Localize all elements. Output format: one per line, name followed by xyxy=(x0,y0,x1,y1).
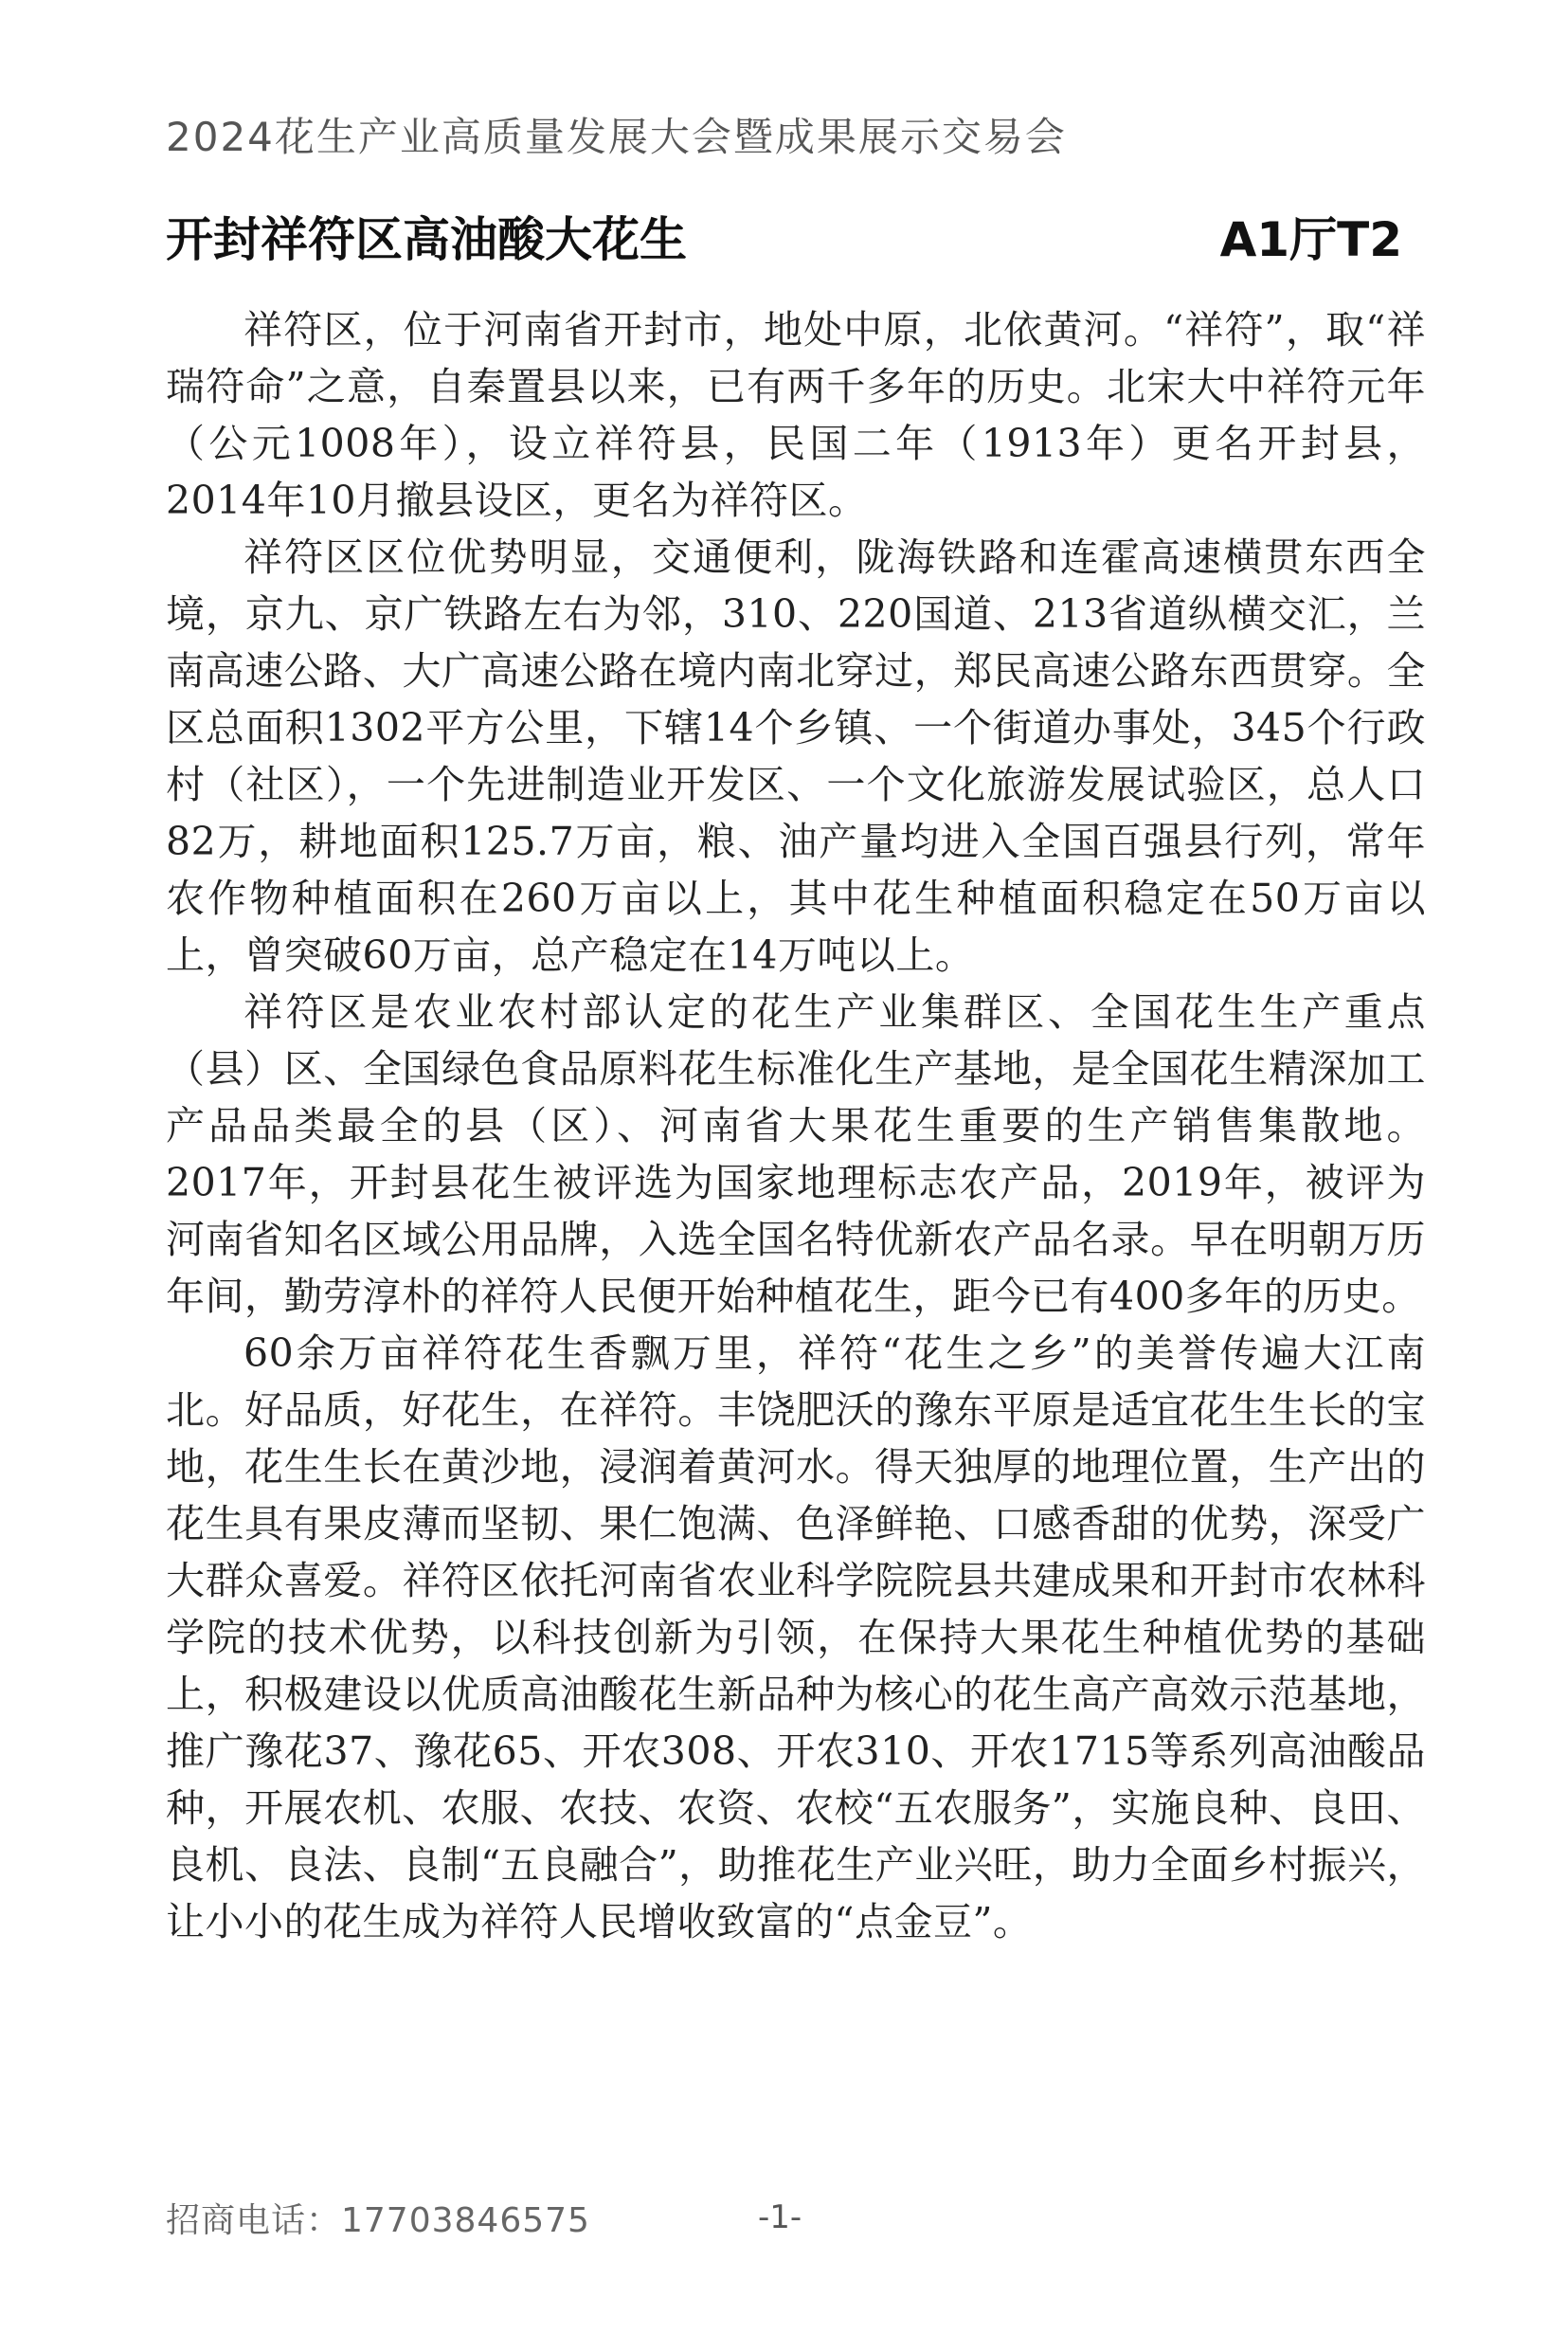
paragraph-quality: 60余万亩祥符花生香飘万里，祥符“花生之乡”的美誉传遍大江南北。好品质，好花生，在祥符。丰饶肥沃的豫东平原是适宜花生生长的宝地，花生生长在黄沙地，浸润着黄河水。得天独厚的地理位置，生产出的花生具有果皮薄而坚韧、果仁饱满、色泽鲜艳、口感香甜的优势，深受广大群众喜爱。祥符区依托河南省农业科学院院县共建成果和开封市农林科学院的技术优势，以科技创新为引领，在保持大果花生种植优势的基础上，积极建设以优质高油酸花生新品种为核心的花生高产高效示范基地，推广豫花37、豫花65、开农308、开农310、开农1715等系列高油酸品种，开展农机、农服、农技、农资、农校“五农服务”，实施良种、良田、良机、良法、良制“五良融合”，助推花生产业兴旺，助力全面乡村振兴，让小小的花生成为祥符人民增收致富的“点金豆”。 xyxy=(166,1330,1426,1944)
document-title: 开封祥符区高油酸大花生 xyxy=(166,212,687,267)
investment-hotline: 招商电话：17703846575 xyxy=(166,2201,590,2240)
paragraph-location: 祥符区区位优势明显，交通便利，陇海铁路和连霍高速横贯东西全境，京九、京广铁路左右为邻，310、220国道、213省道纵横交汇，兰南高速公路、大广高速公路在境内南北穿过，郑民高速公路东西贯穿。全区总面积1302平方公里，下辖14个乡镇、一个街道办事处，345个行政村（社区），一个先进制造业开发区、一个文化旅游发展试验区，总人口82万，耕地面积125.7万亩，粮、油产量均进入全国百强县行列，常年农作物种植面积在260万亩以上，其中花生种植面积稳定在50万亩以上，曾突破60万亩，总产稳定在14万吨以上。 xyxy=(166,534,1426,978)
paragraph-industry: 祥符区是农业农村部认定的花生产业集群区、全国花生生产重点（县）区、全国绿色食品原料花生标准化生产基地，是全国花生精深加工产品品类最全的县（区）、河南省大果花生重要的生产销售集散地。2017年，开封县花生被评选为国家地理标志农产品，2019年，被评为河南省知名区域公用品牌，入选全国名特优新农产品名录。早在明朝万历年间，勤劳淳朴的祥符人民便开始种植花生，距今已有400多年的历史。 xyxy=(166,989,1426,1319)
running-header: 2024花生产业高质量发展大会暨成果展示交易会 xyxy=(166,114,1067,160)
paragraph-history: 祥符区，位于河南省开封市，地处中原，北依黄河。“祥符”，取“祥瑞符命”之意，自秦置县以来，已有两千多年的历史。北宋大中祥符元年（公元1008年），设立祥符县，民国二年（1913年）更名开封县，2014年10月撤县设区，更名为祥符区。 xyxy=(166,307,1426,523)
title-row xyxy=(166,202,1402,268)
booth-number: A1厅T2 xyxy=(1219,212,1402,267)
page-number: -1- xyxy=(758,2198,802,2236)
body-text xyxy=(166,301,1426,1950)
